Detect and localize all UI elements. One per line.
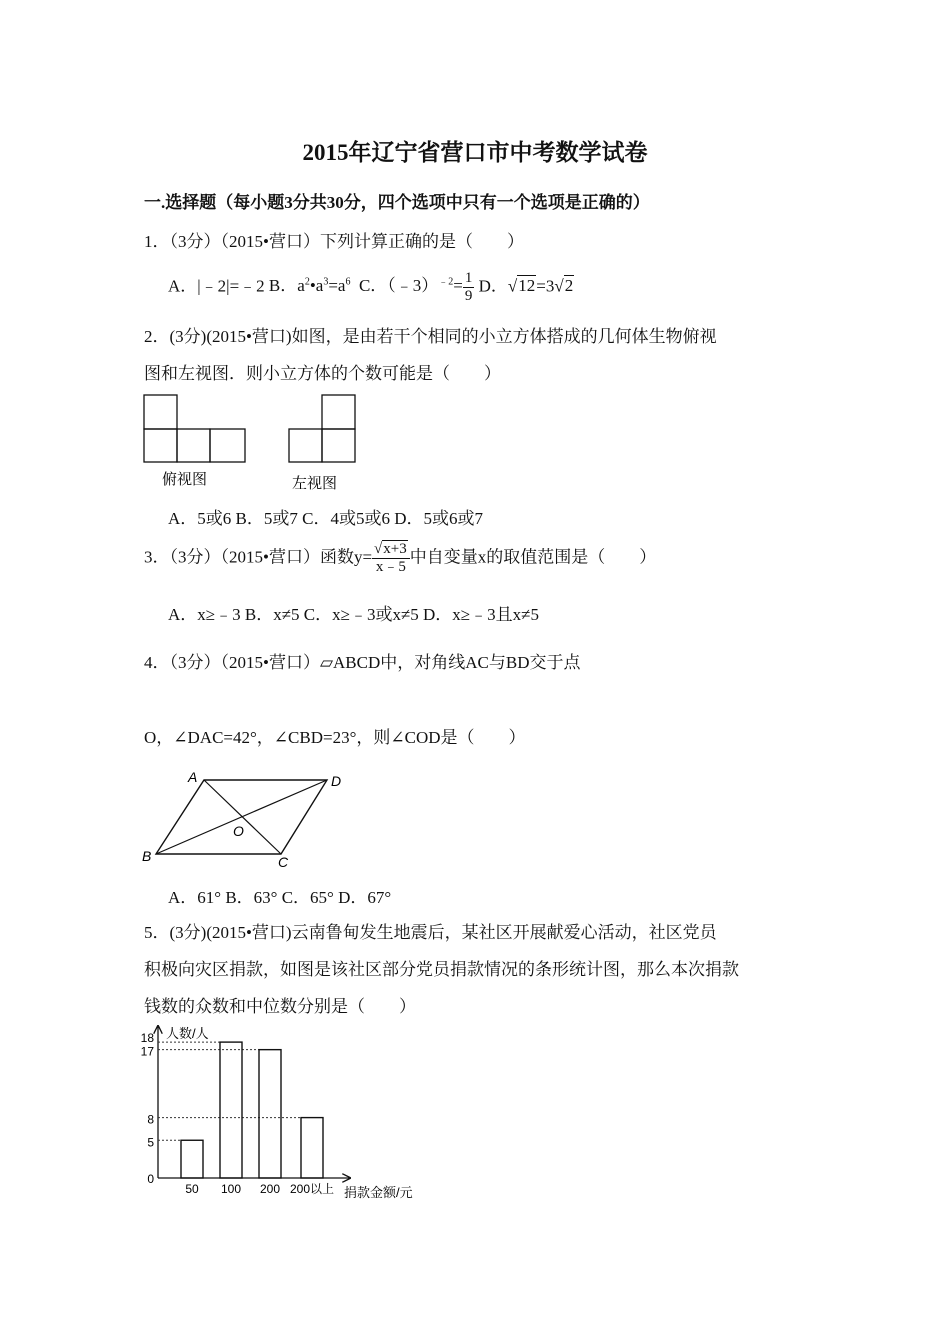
q1-option-c: C．（﹣3）$^{﹣2}$= $\frac{1}{9}$ [358,270,473,304]
q4-stem-line2: O，∠DAC=42°，∠CBD=23°，则∠COD是（ ） [144,728,526,747]
top-view-label: 俯视图 [162,471,208,488]
q2-stem-line1: 2．(3分)(2015•营口)如图，是由若干个相同的小立方体搭成的几何体生物俯视 [144,327,717,346]
q5-stem-line2: 积极向灾区捐款，如图是该社区部分党员捐款情况的条形统计图，那么本次捐款 [144,960,739,979]
q3-fraction: $\frac{√x+3}{x﹣5}$ [372,542,410,575]
y-axis-label: 人数/人 [166,1026,209,1041]
vertex-label-a: A [188,769,198,785]
x-tick-label: 50 [185,1182,199,1196]
y-tick-label: 17 [140,1044,154,1059]
top-view-cell [144,429,177,462]
q5-stem-line1: 5．(3分)(2015•营口)云南鲁甸发生地震后，某社区开展献爱心活动，社区党员 [144,923,717,942]
q1-option-b: B．$a^2•a^3=a^6$ [268,276,351,296]
bar [181,1140,203,1178]
q1-options [168,271,574,304]
donation-bar-chart [138,1020,438,1205]
q4-stem-line1: 4．（3分）（2015•营口）▱ABCD中，对角线AC与BD交于点 [144,653,581,672]
q4-options: A．61° B．63° C．65° D．67° [168,888,392,907]
y-tick-label: 18 [140,1031,154,1046]
left-view-grid [289,395,355,462]
diagonal-bd [156,780,327,854]
q2-options: A．5或6 B．5或7 C．4或5或6 D．5或6或7 [168,509,483,528]
q5-stem-line3: 钱数的众数和中位数分别是（ ） [144,997,416,1016]
top-view-cell [144,395,177,429]
q2-views-figure [140,392,370,494]
left-view-cell [322,395,355,429]
y-tick-label: 8 [147,1112,154,1127]
q3-stem: 3．（3分）（2015•营口）函数y= $\frac{√x+3}{x﹣5}$ 中自变量x的取值范围是（ ） [144,541,657,575]
top-view-cell [210,429,245,462]
center-label-o: O [233,823,244,839]
x-axis-label: 捐款金额/元 [344,1185,413,1200]
vertex-label-b: B [142,848,152,864]
x-tick-label: 100 [220,1182,242,1196]
bar [259,1050,281,1178]
x-tick-label: 200以上 [289,1182,335,1196]
left-view-label: 左视图 [292,475,338,492]
q4-parallelogram-figure [140,764,360,874]
q1-fraction: $\frac{1}{9}$ [464,270,473,304]
q1-option-a: A．|﹣2|=﹣2 [168,276,265,296]
q2-stem-line2: 图和左视图．则小立方体的个数可能是（ ） [144,364,501,383]
page-title: 2015年辽宁省营口市中考数学试卷 [302,140,648,165]
left-view-cell [322,429,355,462]
left-view-cell [289,429,322,462]
q3-options: A．x≥﹣3 B．x≠5 C．x≥﹣3或x≠5 D．x≥﹣3且x≠5 [168,605,539,624]
top-view-cell [177,429,210,462]
vertex-label-d: D [331,773,342,789]
section-heading: 一.选择题（每小题3分共30分，四个选项中只有一个选项是正确的） [144,193,650,212]
q1-option-d: D．√12=3√2 [478,276,574,296]
bar [220,1042,242,1178]
bar [301,1118,323,1178]
x-tick-label: 200 [259,1182,281,1196]
top-view-grid [144,395,245,462]
q1-stem: 1．（3分）（2015•营口）下列计算正确的是（ ） [144,232,524,251]
y-tick-label: 5 [147,1135,154,1150]
y-tick-label: 0 [147,1172,154,1186]
vertex-label-c: C [278,854,289,870]
